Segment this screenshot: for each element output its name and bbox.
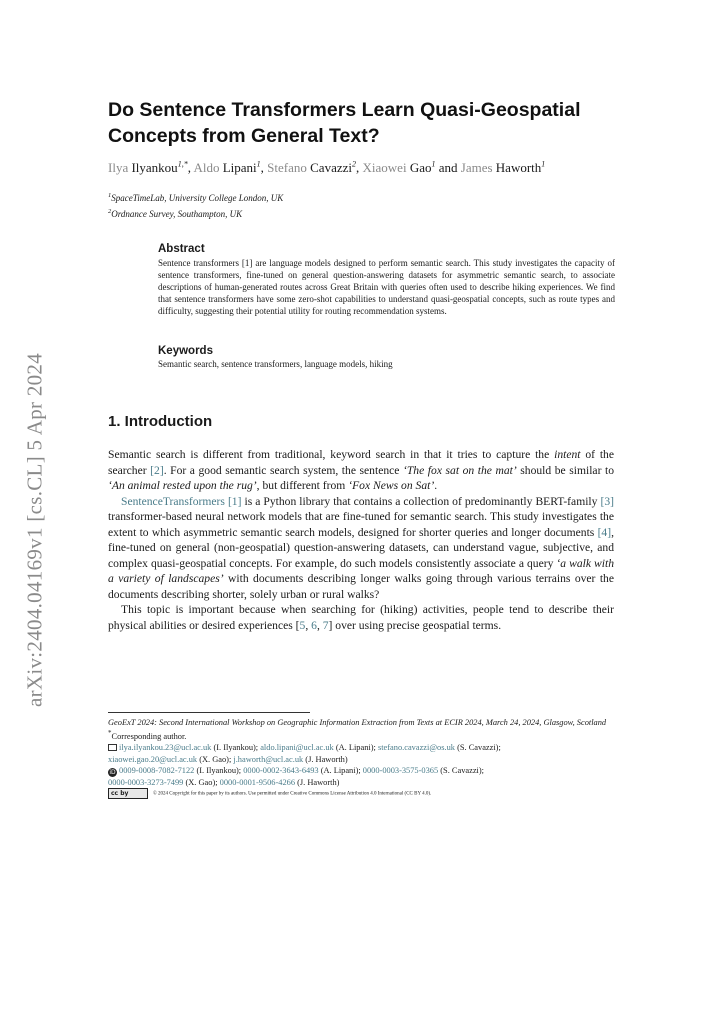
workshop-footnote: GeoExT 2024: Second International Workshop on Geographic Information Extraction from Texts at ECIR 2024, March 24, 2024, Glasgow, Scotland [108, 718, 607, 727]
orcid-link[interactable]: 0000-0002-3643-6493 [243, 765, 319, 775]
affiliation-1: $^1$SpaceTimeLab, University College London, UK [108, 192, 284, 203]
abstract-text: Sentence transformers [1] are language models designed to perform semantic search. This study investigates the capacity of sentence transformers, fine-tuned on general question-answering datasets for asymmetric semantic search, to associate descriptions of human-generated routes across Great Britain with queries often used to describe hiking experiences. We find that sentence transformers have some zero-shot capabilities to understand quasi-geospatial concepts, such as route types and difficulty, suggesting their potential utility for routing recommendation systems. [158, 258, 615, 316]
citation-link[interactable]: [2] [150, 463, 164, 477]
citation-link[interactable]: 7 [322, 618, 329, 632]
email-list: ilya.ilyankou.23@ucl.ac.uk (I. Ilyankou); aldo.lipani@ucl.ac.uk (A. Lipani); stefano.cavazzi@os.uk (S. Cavazzi); xiaowei.gao.20@ucl.ac.uk (X. Gao); j.haworth@ucl.ac.uk (J. Haworth) [108, 743, 501, 764]
paper-title: Do Sentence Transformers Learn Quasi-Geospatial Concepts from General Text? [108, 99, 581, 147]
abstract-section [158, 243, 615, 317]
orcid-icon: iD [109, 768, 116, 776]
orcid-link[interactable]: 0009-0008-7082-7122 [119, 765, 195, 775]
email-link[interactable]: aldo.lipani@ucl.ac.uk [260, 743, 334, 753]
keywords-heading: Keywords [158, 345, 213, 357]
citation-link[interactable]: 6 [311, 618, 317, 632]
library-link[interactable]: SentenceTransformers [121, 494, 225, 508]
email-link[interactable]: stefano.cavazzi@os.uk [377, 743, 455, 753]
author-list [108, 160, 628, 176]
orcid-list: iD 0009-0008-7082-7122 (I. Ilyankou); 0000-0002-3643-6493 (A. Lipani); 0000-0003-3575-0365 (S. Cavazzi); 0000-0003-3273-7499 (X. Gao); 0000-0001-9506-4266 (J. Haworth) [108, 765, 484, 787]
author-4: Xiaowei Gao$^1$ and [362, 160, 461, 176]
keywords-section [158, 345, 615, 370]
arxiv-identifier: arXiv:2404.04169v1 [cs.CL] 5 Apr 2024 [22, 352, 47, 708]
orcid-link[interactable]: 0000-0001-9506-4266 [219, 777, 296, 787]
intro-paragraph-1: Semantic search is different from traditional, keyword search in that it tries to capture the intent of the searcher [2]. For a good semantic search system, the sentence ‘The fox sat on the mat’ should be similar to ‘An animal rested upon the rug’, but different from ‘Fox News on Sat’. [108, 448, 615, 492]
cc-by-license-badge: cc by [108, 788, 148, 799]
citation-link[interactable]: 5 [299, 618, 306, 632]
email-link[interactable]: xiaowei.gao.20@ucl.ac.uk [108, 754, 198, 764]
footnotes [108, 717, 618, 800]
envelope-icon [108, 744, 117, 751]
intro-paragraph-3: This topic is important because when searching for (hiking) activities, people tend to describe their physical abilities or desired experiences [5, 6, 7] over using precise geospatial terms. [108, 603, 614, 632]
arxiv-sidebar-stamp [10, 320, 60, 740]
citation-link[interactable]: [4] [597, 525, 612, 539]
copyright-text: © 2024 Copyright for this paper by its authors. Use permitted under Creative Commons License Attribution 4.0 International (CC BY 4.0). [153, 791, 432, 797]
affiliation-2: $^2$Ordnance Survey, Southampton, UK [108, 208, 243, 219]
author-2: Aldo Lipani$^1$, [193, 160, 268, 176]
orcid-link[interactable]: 0000-0003-3273-7499 [108, 777, 184, 787]
abstract-heading: Abstract [158, 243, 205, 255]
orcid-link[interactable]: 0000-0003-3575-0365 [362, 765, 439, 775]
footnote-divider [108, 712, 310, 713]
intro-paragraph-2: SentenceTransformers [1] is a Python library that contains a collection of predominantly BERT-family [3] transformer-based neural network models that are fine-tuned for semantic search. This study investigates the extent to which asymmetric semantic search models, designed for shorter queries and longer documents [4], fine-tuned on general (non-geospatial) question-answering datasets, can understand vague, subjective, and complex quasi-geospatial concepts. For example, do such models consistently associate a query ‘a walk with a variety of landscapes’ with documents describing longer walks going through various terrains over the documents describing shorter, solely urban or rural walks? [108, 494, 614, 601]
author-5: James Haworth$^1$ [460, 160, 546, 176]
email-link[interactable]: ilya.ilyankou.23@ucl.ac.uk [119, 743, 212, 753]
keywords-text: Semantic search, sentence transformers, language models, hiking [158, 359, 393, 369]
author-3: Stefano Cavazzi$^2$, [267, 160, 363, 176]
author-1: Ilya Ilyankou$^{1,*}$, [108, 160, 194, 176]
citation-link[interactable]: [3] [600, 494, 614, 508]
citation-link[interactable]: [1] [227, 494, 242, 508]
introduction-body [108, 447, 614, 633]
email-link[interactable]: j.haworth@ucl.ac.uk [233, 754, 304, 764]
corresponding-author-note: *Corresponding author. [108, 729, 187, 742]
license-row [108, 788, 618, 800]
section-heading-introduction: 1. Introduction [108, 413, 213, 430]
